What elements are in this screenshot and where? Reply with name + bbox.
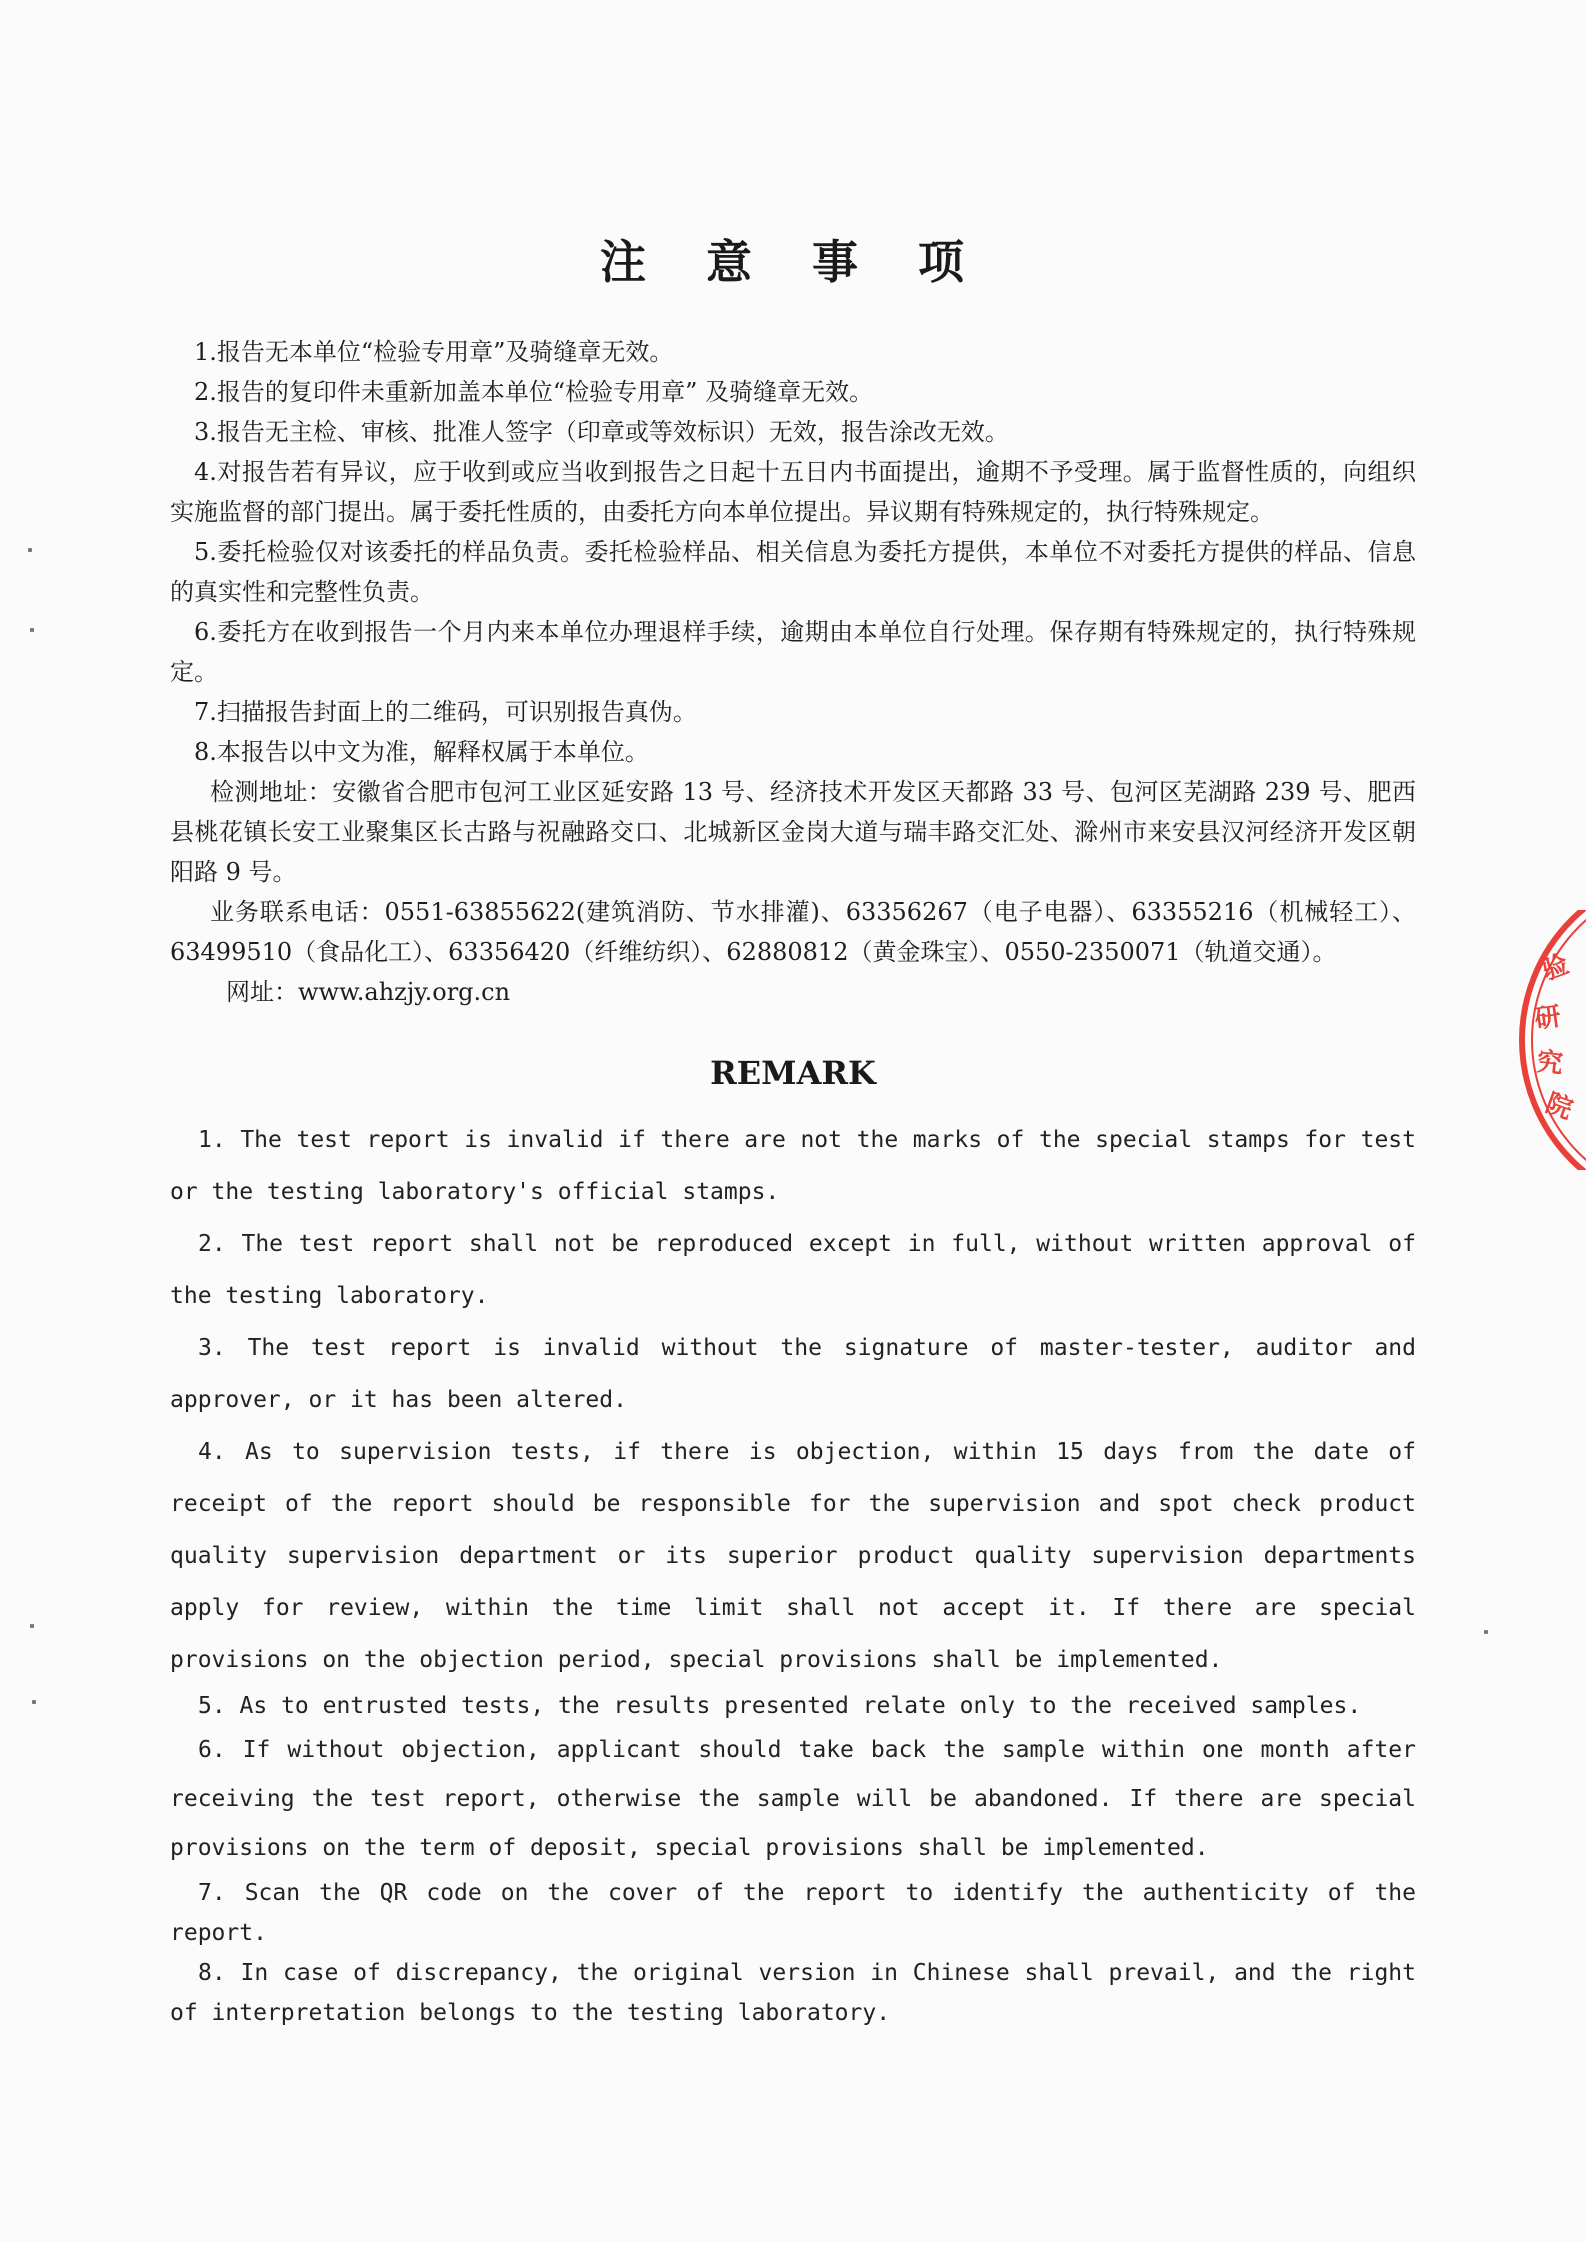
- note-cn-2: 2.报告的复印件未重新加盖本单位“检验专用章” 及骑缝章无效。: [194, 378, 874, 406]
- note-cn-6: 6.委托方在收到报告一个月内来本单位办理退样手续，逾期由本单位自行处理。保存期有特殊规定的，执行特殊规定。: [170, 618, 1416, 686]
- margin-dot: [1484, 1630, 1488, 1634]
- note-cn-4: 4.对报告若有异议，应于收到或应当收到报告之日起十五日内书面提出，逾期不予受理。属于监督性质的，向组织实施监督的部门提出。属于委托性质的，由委托方向本单位提出。异议期有特殊规定的，执行特殊规定。: [170, 458, 1416, 526]
- note-en-3: 3. The test report is invalid without the signature of master-tester, auditor and approver, or it has been altered.: [170, 1335, 1416, 1413]
- official-seal: [1516, 910, 1586, 1170]
- margin-dot: [28, 548, 32, 552]
- svg-text:院: 院: [1541, 1088, 1577, 1126]
- note-en-2: 2. The test report shall not be reproduced except in full, without written approval of the testing laboratory.: [170, 1231, 1416, 1309]
- chinese-notes: [170, 332, 1416, 1012]
- note-en-6: 6. If without objection, applicant should take back the sample within one month after receiving the test report, otherwise the sample will be abandoned. If there are special provisions on the term of deposit, special provisions shall be implemented.: [170, 1737, 1416, 1861]
- note-en-5: 5. As to entrusted tests, the results presented relate only to the received samples.: [198, 1693, 1362, 1719]
- svg-text:究: 究: [1535, 1047, 1565, 1080]
- note-en-4: 4. As to supervision tests, if there is objection, within 15 days from the date of receipt of the report should be responsible for the supervision and spot check product quality supervision department or its superior product quality supervision departments apply for review, within the time limit shall not accept it. If there are special provisions on the objection period, special provisions shall be implemented.: [170, 1439, 1416, 1673]
- note-cn-1: 1.报告无本单位“检验专用章”及骑缝章无效。: [194, 338, 674, 366]
- svg-text:验: 验: [1538, 949, 1573, 987]
- margin-dot: [30, 1624, 34, 1628]
- note-cn-7: 7.扫描报告封面上的二维码，可识别报告真伪。: [194, 698, 697, 726]
- note-en-1: 1. The test report is invalid if there are not the marks of the special stamps for test or the testing laboratory's official stamps.: [170, 1127, 1416, 1205]
- seal-inner-ring: [1532, 910, 1586, 1170]
- margin-dot: [30, 628, 34, 632]
- website: 网址：www.ahzjy.org.cn: [226, 978, 511, 1006]
- margin-dot: [32, 1700, 36, 1704]
- test-address: 检测地址：安徽省合肥市包河工业区延安路 13 号、经济技术开发区天都路 33 号、包河区芜湖路 239 号、肥西县桃花镇长安工业聚集区长古路与祝融路交口、北城新区金岗大道与瑞丰路交汇处、滁州市来安县汉河经济开发区朝阳路 9 号。: [170, 778, 1416, 886]
- note-en-8: 8. In case of discrepancy, the original version in Chinese shall prevail, and the right of interpretation belongs to the testing laboratory.: [170, 1960, 1416, 2026]
- note-en-7: 7. Scan the QR code on the cover of the report to identify the authenticity of the report.: [170, 1880, 1416, 1946]
- remark-title: REMARK: [710, 1054, 876, 1092]
- seal-lettering: [1533, 949, 1577, 1126]
- note-cn-8: 8.本报告以中文为准，解释权属于本单位。: [194, 738, 649, 766]
- page-title: 注 意 事 项: [599, 235, 987, 289]
- seal-graphic: [1516, 910, 1586, 1170]
- note-cn-3: 3.报告无主检、审核、批准人签字（印章或等效标识）无效，报告涂改无效。: [194, 418, 1009, 446]
- english-notes: [170, 1114, 1416, 2033]
- note-cn-5: 5.委托检验仅对该委托的样品负责。委托检验样品、相关信息为委托方提供，本单位不对委托方提供的样品、信息的真实性和完整性负责。: [170, 538, 1416, 606]
- contact-phone: 业务联系电话：0551-63855622(建筑消防、节水排灌)、63356267（电子电器）、63355216（机械轻工）、63499510（食品化工）、63356420（纤维纺织）、62880812（黄金珠宝）、0550-2350071（轨道交通）。: [170, 898, 1416, 966]
- note-cn-6-wrap: [170, 612, 1416, 692]
- svg-text:研: 研: [1532, 1001, 1563, 1035]
